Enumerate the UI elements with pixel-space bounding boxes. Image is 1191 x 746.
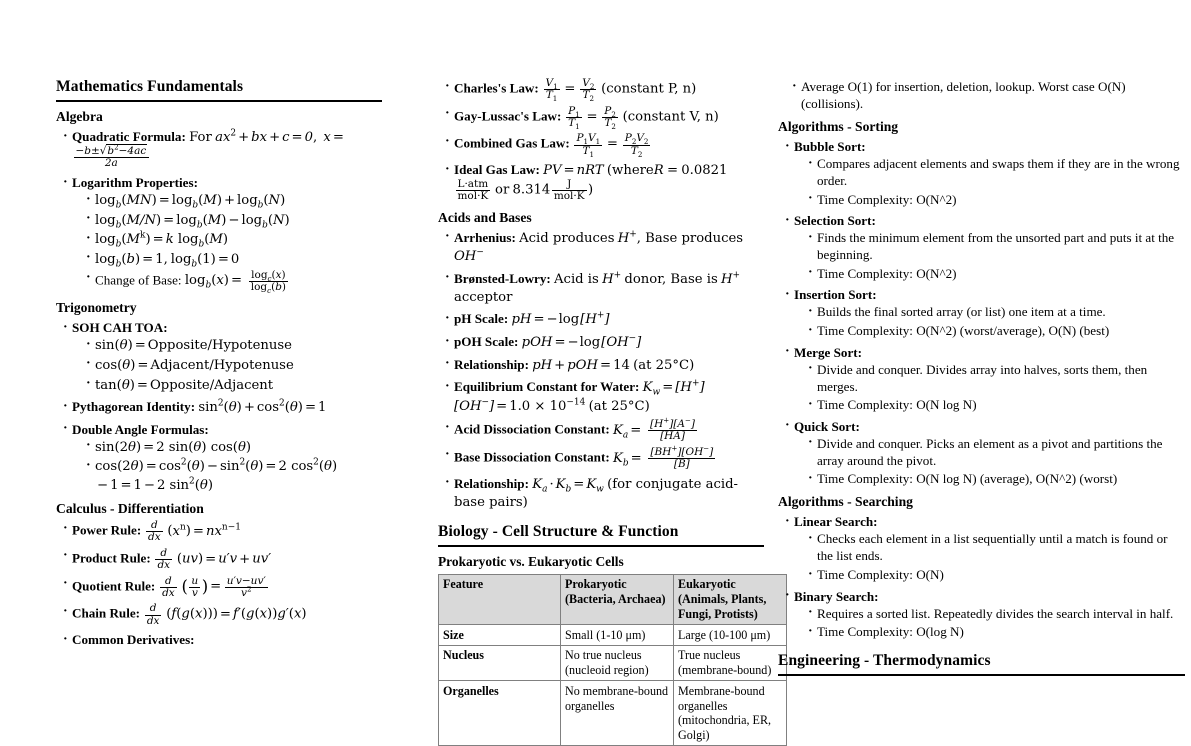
- table-cell-feature: Organelles: [439, 681, 561, 746]
- table-cell-eukaryotic: True nucleus (membrane-bound): [674, 645, 787, 681]
- math-ddx-operator: $\frac{d}{dx}$: [162, 574, 175, 599]
- list-item-hash-average: · Average O(1) for insertion, deletion, lookup. Worst case O(N) (collisions).: [792, 78, 1185, 112]
- table-cell-feature: Size: [439, 625, 561, 646]
- text-quick-sort-description: · Divide and conquer. Picks an element as a pivot and partitions the array around the pivot.: [808, 435, 1185, 469]
- label-conjugate-relationship: Relationship:: [454, 475, 529, 491]
- list-item-soh-cah-toa: [63, 319, 382, 393]
- list-item-linear-search: [785, 513, 1185, 583]
- list-item-double-angle: [63, 421, 382, 494]
- list-searching-algorithms: [778, 513, 1185, 640]
- math-oh-minus: OH−: [454, 247, 484, 264]
- math-kw-value: $1.0 \times 10^{-14}$: [509, 397, 586, 414]
- list-item-conjugate-relationship: [445, 475, 764, 511]
- table-cell-eukaryotic: Membrane-bound organelles (mitochondria, ER, Golgi): [674, 681, 787, 746]
- heading-prokaryotic-vs-eukaryotic: Prokaryotic vs. Eukaryotic Cells: [438, 553, 624, 569]
- page-title-biology: Biology - Cell Structure & Function: [438, 523, 764, 547]
- label-chain-rule: Chain Rule:: [72, 606, 141, 622]
- list-hash-table-complexity: [778, 78, 1185, 112]
- math-log-product: $\log_b(MN) = \log_b(M) + \log_b(N)$: [95, 193, 286, 211]
- table-cell-eukaryotic: Large (10-100 μm): [674, 625, 787, 646]
- list-item-ph-scale: [445, 310, 764, 328]
- unit-l-atm-per-mol-k: $\frac{\text{L·atm}}{\text{mol·K}}$: [457, 178, 489, 203]
- list-item-sin-definition: [86, 336, 382, 354]
- math-water-equilibrium: $K_w = [H^+][OH^-]$ =: [454, 379, 705, 414]
- math-gay-lussac-right: $\frac{P_2}{T_2}$: [604, 104, 616, 131]
- math-equals: =: [586, 109, 598, 125]
- list-item-log-product: [86, 191, 382, 209]
- table-header-row: [439, 574, 787, 624]
- label-water-equilibrium: Equilibrium Constant for Water:: [454, 379, 640, 395]
- text-ideal-paren-close: ): [588, 182, 594, 198]
- column-chemistry-biology: [398, 77, 778, 743]
- text-quick-sort-complexity: · Time Complexity: O(N log N) (average), O(N^2) (worst): [808, 470, 1185, 487]
- list-sorting-algorithms: [778, 138, 1185, 487]
- list-item-acid-dissociation: [445, 415, 764, 443]
- math-ideal-R: R: [653, 163, 664, 179]
- text-merge-sort-complexity: · Time Complexity: O(N log N): [808, 396, 1185, 413]
- table-cell-prokaryotic: No membrane-bound organelles: [561, 681, 674, 746]
- label-quadratic-formula: Quadratic Formula:: [72, 129, 186, 145]
- math-equals: =: [606, 137, 618, 153]
- math-cos-double-angle: $\cos(2\theta) = \cos^2(\theta) - \sin^2(\theta) = 2$ $\cos^2(\theta)- 1 = 1 - 2$ $\sin^2(\theta)$: [95, 458, 338, 493]
- list-merge-sort-details: [794, 361, 1185, 414]
- list-soh-cah-toa: [72, 336, 382, 393]
- list-item-arrhenius: [445, 229, 764, 265]
- label-poh-scale: pOH Scale:: [454, 334, 519, 350]
- text-arrhenius-part1: Acid produces: [519, 230, 615, 246]
- label-arrhenius: Arrhenius:: [454, 229, 516, 245]
- math-h-plus: H+: [721, 270, 741, 287]
- list-item-charles-law: [445, 77, 764, 104]
- list-linear-search-details: [794, 530, 1185, 583]
- value-R-joule: 8.314: [512, 182, 551, 198]
- text-insertion-sort-description: · Builds the final sorted array (or list) one item at a time.: [808, 303, 1185, 320]
- list-item-quick-sort: [785, 418, 1185, 488]
- math-log-identity: $\log_b(b) = 1$, $\log_b(1) = 0$: [95, 251, 240, 270]
- list-gas-laws: [438, 78, 764, 203]
- note-ph-poh-relationship: (at 25°C): [633, 357, 695, 373]
- math-h-plus: H+: [617, 229, 637, 246]
- column-mathematics: [0, 78, 398, 648]
- table-cell-prokaryotic: Small (1-10 μm): [561, 625, 674, 646]
- table-cell-comparison: [438, 574, 787, 746]
- math-power-rule: $(x^n) = nx^{n-1}$: [167, 522, 241, 539]
- table-row: [439, 645, 787, 681]
- list-item-bronsted-lowry: [445, 270, 764, 306]
- list-double-angle: [72, 438, 382, 494]
- math-ideal-gas-equation: PV = nRT: [543, 163, 604, 179]
- label-power-rule: Power Rule:: [72, 522, 142, 538]
- label-common-derivatives: Common Derivatives:: [72, 632, 195, 648]
- text-linear-search-complexity: · Time Complexity: O(N): [808, 566, 1185, 583]
- list-bubble-sort-details: [794, 155, 1185, 208]
- text-merge-sort-description: · Divide and conquer. Divides array into halves, sorts them, then merges.: [808, 361, 1185, 395]
- math-ka-fraction: $\frac{[H^+][A^-]}{[HA]}$: [650, 415, 696, 443]
- note-charles-law: (constant P, n): [601, 81, 697, 97]
- math-cos-definition: cos(θ) = Adjacent/Hypotenuse: [95, 357, 294, 373]
- math-poh-scale: pOH = −log[OH−]: [521, 333, 642, 351]
- label-quotient-rule: Quotient Rule:: [72, 578, 156, 594]
- list-item-insertion-sort: [785, 286, 1185, 339]
- label-pythagorean-identity: Pythagorean Identity:: [72, 399, 196, 415]
- text-selection-sort-description: · Finds the minimum element from the unsorted part and puts it at the beginning.: [808, 229, 1185, 263]
- table-cell-feature: Nucleus: [439, 645, 561, 681]
- math-ka-symbol: $K_a$ =: [612, 422, 642, 441]
- label-bubble-sort: Bubble Sort:: [794, 139, 866, 155]
- math-sin-definition: sin(θ) = Opposite/Hypotenuse: [95, 338, 292, 354]
- math-ph-poh-relationship: pH + pOH = 14: [532, 357, 630, 373]
- heading-algorithms-searching: Algorithms - Searching: [778, 494, 913, 510]
- math-log-power: $\log_b(M^k) = k$ $\log_b(M)$: [95, 230, 229, 250]
- list-item-base-dissociation: [445, 443, 764, 471]
- text-bronsted-part1: Acid is: [554, 271, 599, 287]
- heading-algorithms-sorting: Algorithms - Sorting: [778, 119, 899, 135]
- column-computer-science: [778, 78, 1191, 670]
- list-trigonometry: [56, 319, 382, 494]
- table-header-feature: Feature: [439, 574, 561, 624]
- text-linear-search-description: · Checks each element in a list sequentially until a match is found or the list ends.: [808, 530, 1185, 564]
- math-product-rule: (uv) = u′v + uv′: [176, 551, 272, 567]
- list-item-sin-double-angle: [86, 438, 382, 456]
- label-acid-dissociation: Acid Dissociation Constant:: [454, 421, 610, 437]
- text-ideal-or: or: [495, 182, 510, 198]
- math-ddx-operator: $\frac{d}{dx}$: [146, 602, 160, 627]
- math-kb-fraction: $\frac{[BH^+][OH^-]}{[B]}$: [650, 443, 714, 471]
- table-row: [439, 625, 787, 646]
- math-charles-right: $\frac{V_2}{T_2}$: [582, 77, 595, 104]
- math-equals: =: [564, 81, 576, 97]
- math-quotient-rule: ( $\frac{u}{v}$ ) = $\frac{u'v-uv'}{v^2}$: [181, 574, 266, 599]
- label-soh-cah-toa: SOH CAH TOA:: [72, 320, 168, 336]
- list-item-log-identity: [86, 250, 382, 268]
- list-item-bubble-sort: [785, 138, 1185, 208]
- math-sin-double-angle: sin(2θ) = 2 sin(θ) cos(θ): [95, 439, 252, 455]
- list-item-quadratic-formula: [63, 128, 382, 169]
- text-ideal-paren-open: (where: [606, 163, 654, 179]
- list-item-combined-gas-law: [445, 132, 764, 159]
- math-ddx-operator: $\frac{d}{dx}$: [157, 546, 171, 571]
- math-combined-right: $\frac{P_2V_2}{T_2}$: [624, 132, 649, 159]
- text-insertion-sort-complexity: · Time Complexity: O(N^2) (worst/average), O(N) (best): [808, 322, 1185, 339]
- list-item-cos-double-angle: [86, 457, 382, 493]
- math-quadratic-fraction: $\frac{-b\pm√b^2-4ac}{2a}$: [74, 146, 150, 169]
- label-quick-sort: Quick Sort:: [794, 418, 860, 434]
- label-linear-search: Linear Search:: [794, 514, 878, 530]
- note-conjugate-relationship: (for conjugate acid-base pairs): [454, 476, 738, 510]
- math-equals-ideal: =: [666, 163, 679, 179]
- label-ph-poh-relationship: Relationship:: [454, 356, 529, 372]
- note-water-equilibrium: (at 25°C): [588, 398, 650, 414]
- list-algebra: [56, 128, 382, 293]
- list-item-cos-definition: [86, 356, 382, 374]
- label-selection-sort: Selection Sort:: [794, 213, 876, 229]
- list-item-gay-lussac-law: [445, 106, 764, 129]
- value-R-atm: 0.0821: [681, 163, 728, 179]
- label-insertion-sort: Insertion Sort:: [794, 287, 877, 303]
- list-insertion-sort-details: [794, 303, 1185, 339]
- label-double-angle: Double Angle Formulas:: [72, 421, 209, 437]
- list-item-logarithm-properties: [63, 174, 382, 293]
- text-arrhenius-part2: , Base produces: [636, 230, 744, 246]
- text-bubble-sort-description: · Compares adjacent elements and swaps them if they are in the wrong order.: [808, 155, 1185, 189]
- math-ddx-operator: $\frac{d}{dx}$: [148, 519, 161, 544]
- list-item-quotient-rule: [63, 576, 382, 599]
- table-header-prokaryotic: Prokaryotic (Bacteria, Archaea): [561, 574, 674, 624]
- label-charles-law: Charles's Law:: [454, 80, 539, 96]
- text-selection-sort-complexity: · Time Complexity: O(N^2): [808, 265, 1185, 282]
- text-bubble-sort-complexity: · Time Complexity: O(N^2): [808, 191, 1185, 208]
- label-ideal-gas-law: Ideal Gas Law:: [454, 162, 540, 178]
- math-combined-left: $\frac{P_1V_1}{T_1}$: [576, 132, 601, 159]
- math-pythagorean-identity: $\sin^2(\theta) + \cos^2(\theta) = 1$: [198, 398, 327, 416]
- table-header-eukaryotic: Eukaryotic (Animals, Plants, Fungi, Protists): [674, 574, 787, 624]
- list-item-log-quotient: [86, 211, 382, 229]
- label-combined-gas-law: Combined Gas Law:: [454, 136, 570, 152]
- list-item-ph-poh-relationship: [445, 356, 764, 374]
- table-row: [439, 681, 787, 746]
- label-base-dissociation: Base Dissociation Constant:: [454, 449, 610, 465]
- list-item-ideal-gas-law: [445, 161, 764, 202]
- heading-calculus: Calculus - Differentiation: [56, 500, 204, 516]
- list-item-selection-sort: [785, 212, 1185, 282]
- label-merge-sort: Merge Sort:: [794, 344, 862, 360]
- list-item-binary-search: [785, 588, 1185, 641]
- math-change-of-base-fraction: $\frac{\log_c(x)}{\log_c(b)}$: [250, 268, 287, 295]
- math-h-plus: H+: [602, 270, 622, 287]
- label-product-rule: Product Rule:: [72, 550, 151, 566]
- list-quick-sort-details: [794, 435, 1185, 488]
- page-title-engineering: Engineering - Thermodynamics: [778, 652, 1185, 676]
- list-item-product-rule: [63, 548, 382, 571]
- math-kb-symbol: $K_b$ =: [612, 450, 642, 469]
- list-logarithm-properties: [72, 191, 382, 293]
- list-item-poh-scale: [445, 333, 764, 351]
- label-bronsted-lowry: Brønsted-Lowry:: [454, 270, 551, 286]
- list-item-pythagorean-identity: [63, 398, 382, 416]
- list-item-merge-sort: [785, 344, 1185, 414]
- label-change-of-base: Change of Base:: [95, 272, 182, 288]
- list-acids-and-bases: [438, 229, 764, 511]
- heading-trigonometry: Trigonometry: [56, 299, 137, 315]
- label-logarithm-properties: Logarithm Properties:: [72, 175, 198, 190]
- math-ph-scale: pH = −log[H+]: [511, 311, 610, 328]
- math-conjugate-relationship: $K_a \cdot K_b = K_w$: [532, 476, 604, 495]
- math-quadratic-formula: $ax^2$ + bx + c = 0, x =: [215, 128, 344, 146]
- list-item-tan-definition: [86, 376, 382, 394]
- math-log-quotient: $\log_b(M/N) = \log_b(M) - \log_b(N)$: [95, 212, 290, 231]
- list-binary-search-details: [794, 605, 1185, 641]
- list-item-common-derivatives: [63, 631, 382, 648]
- heading-acids-and-bases: Acids and Bases: [438, 209, 532, 225]
- page-title-mathematics: Mathematics Fundamentals: [56, 78, 382, 102]
- list-selection-sort-details: [794, 229, 1185, 282]
- list-item-log-power: [86, 230, 382, 248]
- math-change-of-base: $\log_b(x)$ =: [184, 273, 242, 291]
- list-item-power-rule: [63, 520, 382, 543]
- text-binary-search-complexity: · Time Complexity: O(log N): [808, 623, 1185, 640]
- math-tan-definition: tan(θ) = Opposite/Adjacent: [95, 377, 274, 393]
- unit-j-per-mol-k: $\frac{J}{\text{mol·K}}$: [553, 178, 585, 203]
- text-binary-search-description: · Requires a sorted list. Repeatedly divides the search interval in half.: [808, 605, 1185, 622]
- text-bronsted-part3: acceptor: [454, 289, 513, 305]
- label-ph-scale: pH Scale:: [454, 311, 509, 327]
- label-gay-lussac-law: Gay-Lussac's Law:: [454, 108, 562, 124]
- math-chain-rule: (f(g(x))) = f′(g(x))g′(x): [166, 607, 307, 623]
- math-charles-left: $\frac{V_1}{T_1}$: [545, 77, 558, 104]
- note-gay-lussac-law: (constant V, n): [622, 109, 719, 125]
- heading-algebra: Algebra: [56, 108, 103, 124]
- list-item-change-of-base: [86, 270, 382, 293]
- text-bronsted-part2: donor, Base is: [624, 271, 718, 287]
- label-binary-search: Binary Search:: [794, 588, 879, 604]
- list-item-water-equilibrium: [445, 378, 764, 414]
- table-cell-prokaryotic: No true nucleus (nucleoid region): [561, 645, 674, 681]
- math-gay-lussac-left: $\frac{P_1}{T_1}$: [568, 104, 580, 131]
- list-item-chain-rule: [63, 603, 382, 626]
- text-quadratic-lead: For: [189, 130, 212, 146]
- list-calculus: [56, 520, 382, 648]
